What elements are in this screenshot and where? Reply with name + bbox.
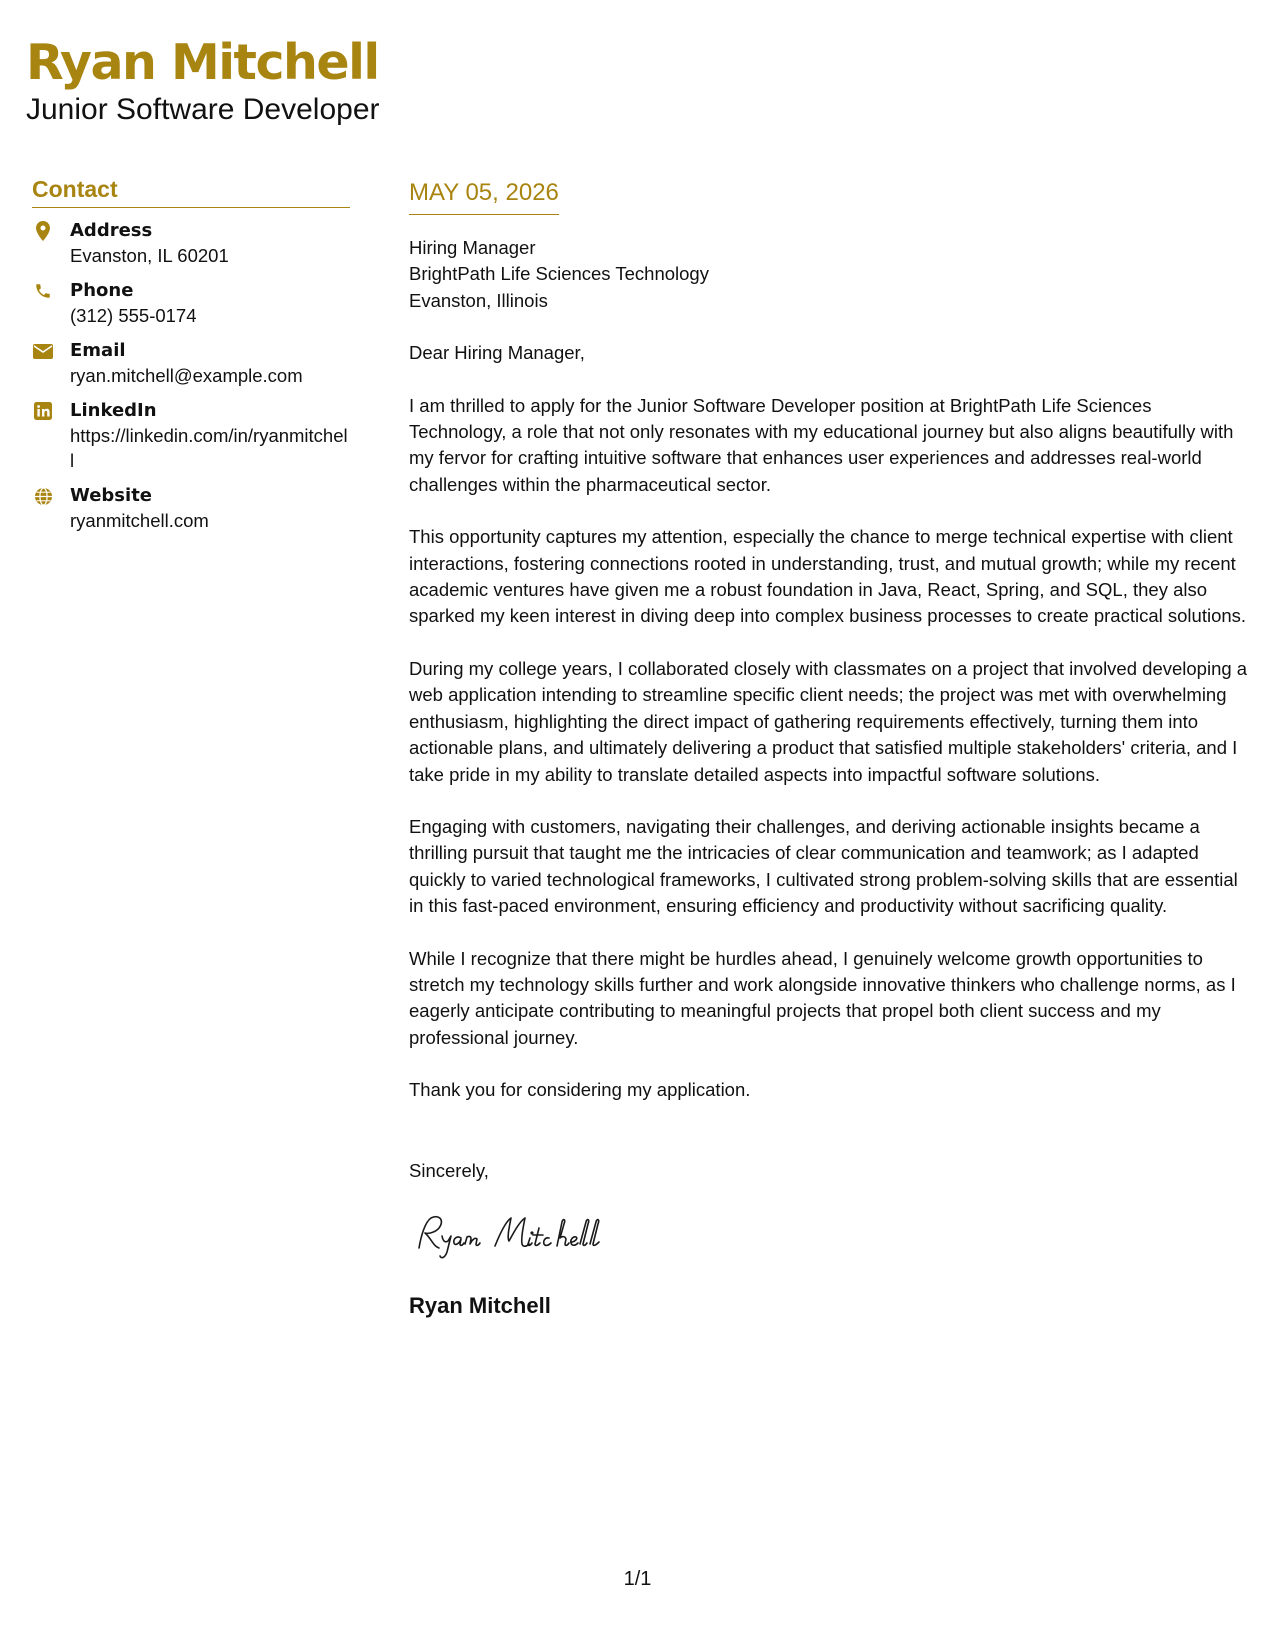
letter-paragraph: Engaging with customers, navigating their challenges, and deriving actionable insights became a thrilling pursuit that taught me the intricacies of clear communication and teamwork; as I adapted quickly to varied technological frameworks, I cultivated strong problem-solving skills that are essential in this fast-paced environment, ensuring efficiency and productivity without sacrificing quality. (409, 815, 1238, 917)
recipient-block (409, 235, 1249, 314)
letter-paragraph: During my college years, I collaborated closely with classmates on a project that involved developing a web application intending to streamline specific client needs; the project was met with overwhelming enthusiasm, highlighting the direct impact of gathering requirements effectively, turning them into actionable plans, and ultimately delivering a product that satisfied multiple stakeholders' criteria, and I take pride in my ability to translate detailed aspects into impactful software solutions. (409, 657, 1248, 785)
letter-paragraph: This opportunity captures my attention, especially the chance to merge technical expertise with client interactions, fostering connections rooted in understanding, trust, and mutual growth; while my recent academic ventures have given me a robust foundation in Java, React, Spring, and SQL, they also sparked my keen interest in diving deep into complex business processes to create practical solutions. (409, 526, 1247, 627)
handwritten-signature (409, 1208, 1249, 1266)
recipient-line: Evanston, Illinois (409, 289, 548, 311)
contact-value: Evanston, IL 60201 (70, 245, 229, 266)
contact-value[interactable]: https://linkedin.com/in/ryanmitchell (70, 425, 348, 471)
contact-label: Phone (70, 280, 134, 301)
recipient-line: BrightPath Life Sciences Technology (409, 263, 709, 285)
letter-paragraph: I am thrilled to apply for the Junior Software Developer position at BrightPath Life Sciences Technology, a role that not only resonates with my educational journey but also aligns beautifully with my fervor for crafting intuitive software that enhances user experiences and addresses real-world challenges within the pharmaceutical sector. (409, 394, 1234, 495)
globe-icon (32, 485, 54, 507)
contact-list (32, 218, 350, 533)
letter-paragraph: Thank you for considering my application. (409, 1079, 751, 1101)
recipient-line: Hiring Manager (409, 237, 536, 258)
contact-label: Address (70, 220, 153, 241)
envelope-icon (32, 340, 54, 362)
applicant-name: Ryan Mitchell (26, 34, 379, 91)
contact-label: LinkedIn (70, 400, 157, 421)
contact-label: Website (70, 485, 153, 506)
salutation: Dear Hiring Manager, (409, 342, 585, 364)
contact-item-phone (32, 278, 350, 328)
signer-name: Ryan Mitchell (409, 1292, 551, 1318)
resume-header (26, 34, 380, 128)
map-pin-icon (32, 220, 54, 242)
letter-date: MAY 05, 2026 (409, 178, 559, 215)
contact-label: Email (70, 340, 126, 361)
closing: Sincerely, (409, 1159, 489, 1181)
contact-item-email (32, 338, 350, 388)
contact-value: (312) 555-0174 (70, 305, 197, 326)
job-title: Junior Software Developer (26, 93, 380, 126)
contact-item-address (32, 218, 350, 268)
cover-letter-body (409, 178, 1249, 1320)
linkedin-icon (32, 400, 54, 422)
contact-heading: Contact (32, 176, 350, 208)
page-number: 1/1 (623, 1568, 652, 1590)
contact-value[interactable]: ryanmitchell.com (70, 510, 209, 531)
contact-sidebar (32, 176, 350, 543)
contact-value[interactable]: ryan.mitchell@example.com (70, 365, 303, 386)
contact-item-linkedin (32, 398, 350, 473)
phone-icon (32, 280, 54, 302)
contact-item-website (32, 483, 350, 533)
letter-paragraph: While I recognize that there might be hurdles ahead, I genuinely welcome growth opportunities to stretch my technology skills further and work alongside innovative thinkers who challenge norms, as I eagerly anticipate contributing to meaningful projects that propel both client success and my professional journey. (409, 947, 1236, 1048)
